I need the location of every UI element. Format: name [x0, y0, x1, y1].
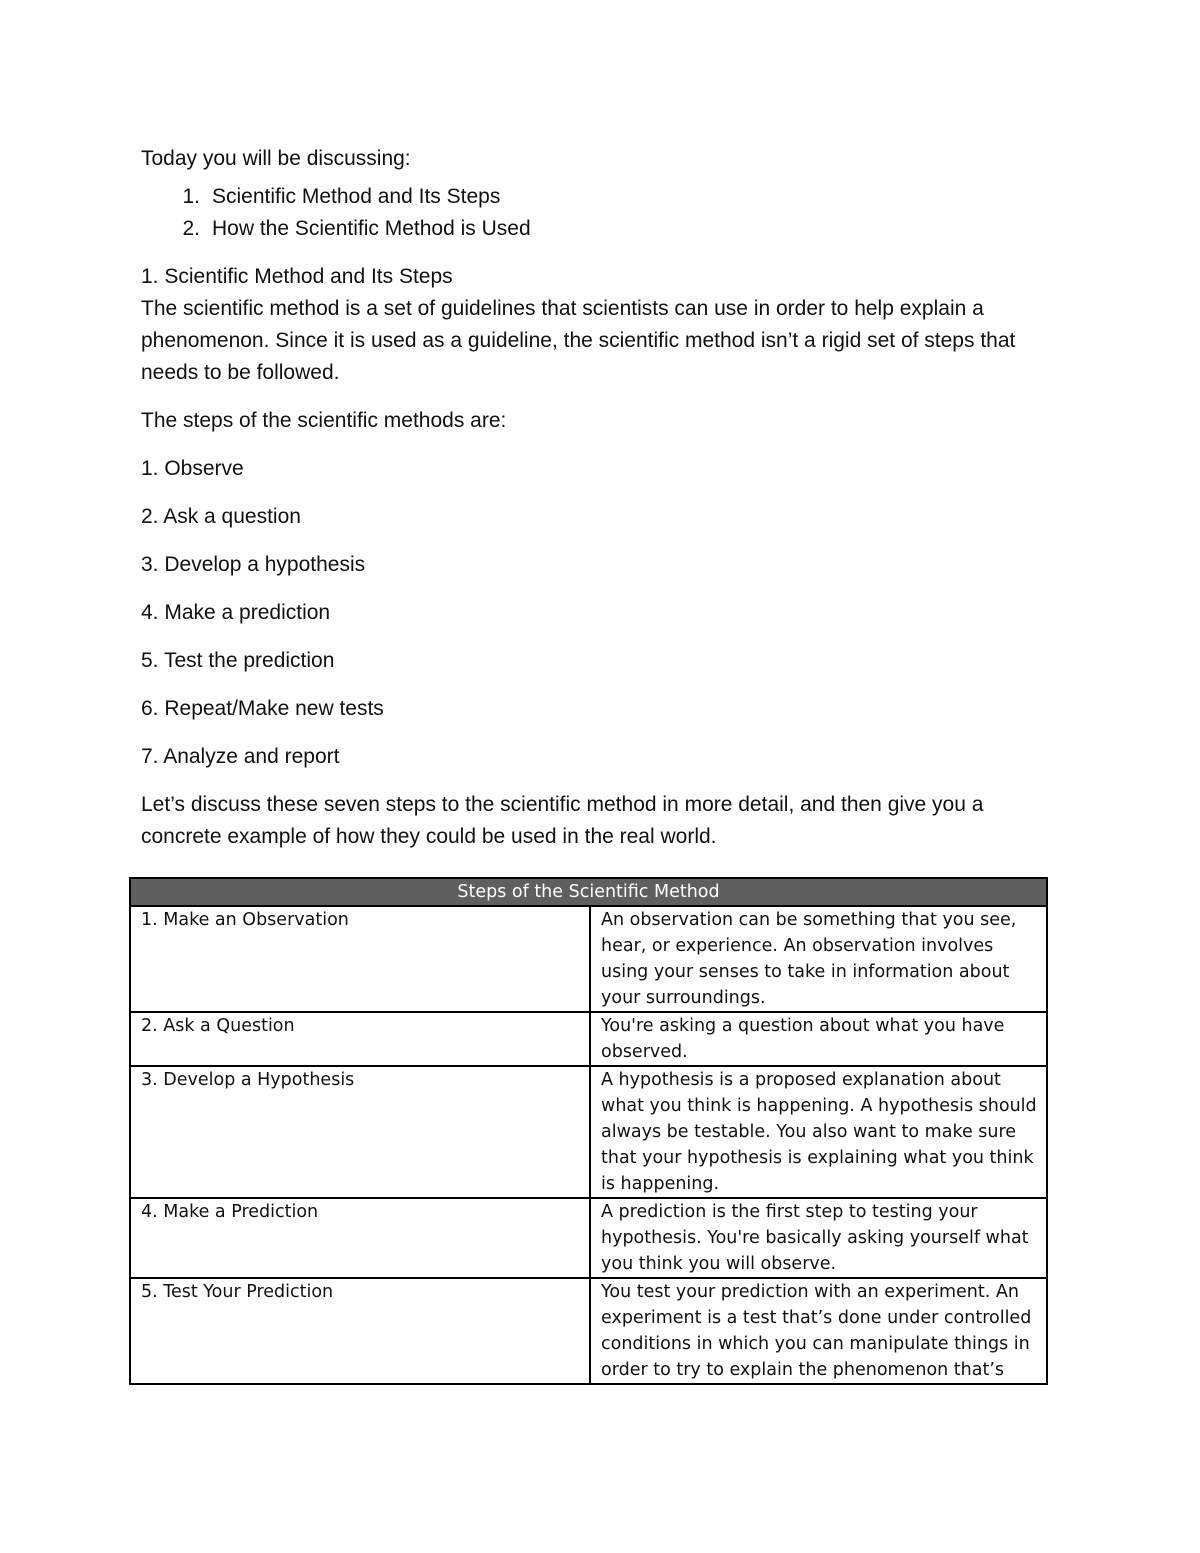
steps-table — [129, 877, 1048, 1385]
step-item: 2. Ask a question — [141, 505, 301, 528]
closing-paragraph: Let’s discuss these seven steps to the scientific method in more detail, and then give you a concrete example of how they could be used in the real world. — [141, 793, 984, 848]
section-heading: 1. Scientific Method and Its Steps — [141, 265, 453, 288]
step-name-cell: 4. Make a Prediction — [130, 1198, 590, 1278]
step-item: 6. Repeat/Make new tests — [141, 697, 384, 720]
step-item: 5. Test the prediction — [141, 649, 335, 672]
step-item: 4. Make a prediction — [141, 601, 331, 624]
table-row — [130, 1066, 1047, 1198]
step-description-cell: An observation can be something that you see, hear, or experience. An observation involves using your senses to take in information about your surroundings. — [590, 906, 1047, 1012]
steps-intro: The steps of the scientific methods are: — [141, 409, 507, 432]
table-row — [130, 1278, 1047, 1384]
table-title: Steps of the Scientific Method — [130, 878, 1047, 906]
step-name-cell: 3. Develop a Hypothesis — [130, 1066, 590, 1198]
table-header-row — [130, 878, 1047, 906]
section-paragraph: The scientific method is a set of guidelines that scientists can use in order to help explain a phenomenon. Since it is used as a guideline, the scientific method isn’t a rigid set of steps that needs to be followed. — [141, 297, 1016, 384]
topic-number: 1. — [182, 185, 200, 208]
table-row — [130, 1012, 1047, 1066]
topic-text: Scientific Method and Its Steps — [212, 185, 501, 208]
step-name-cell: 1. Make an Observation — [130, 906, 590, 1012]
step-description-cell: You test your prediction with an experiment. An experiment is a test that’s done under controlled conditions in which you can manipulate things in order to try to explain the phenomenon that’s — [590, 1278, 1047, 1384]
table-row — [130, 1198, 1047, 1278]
topic-text: How the Scientific Method is Used — [212, 217, 531, 240]
step-name-cell: 2. Ask a Question — [130, 1012, 590, 1066]
topic-list — [141, 181, 1061, 245]
step-description-cell: A prediction is the first step to testing your hypothesis. You're basically asking yourself what you think you will observe. — [590, 1198, 1047, 1278]
topic-number: 2. — [182, 217, 200, 240]
step-description-cell: You're asking a question about what you have observed. — [590, 1012, 1047, 1066]
table-row — [130, 906, 1047, 1012]
document-page — [141, 143, 1061, 867]
topic-item — [141, 213, 1061, 245]
step-item: 1. Observe — [141, 457, 244, 480]
intro-text: Today you will be discussing: — [141, 147, 411, 170]
step-item: 3. Develop a hypothesis — [141, 553, 366, 576]
step-item: 7. Analyze and report — [141, 745, 340, 768]
step-name-cell: 5. Test Your Prediction — [130, 1278, 590, 1384]
topic-item — [141, 181, 1061, 213]
step-description-cell: A hypothesis is a proposed explanation about what you think is happening. A hypothesis should always be testable. You also want to make sure that your hypothesis is explaining what you think is happening. — [590, 1066, 1047, 1198]
